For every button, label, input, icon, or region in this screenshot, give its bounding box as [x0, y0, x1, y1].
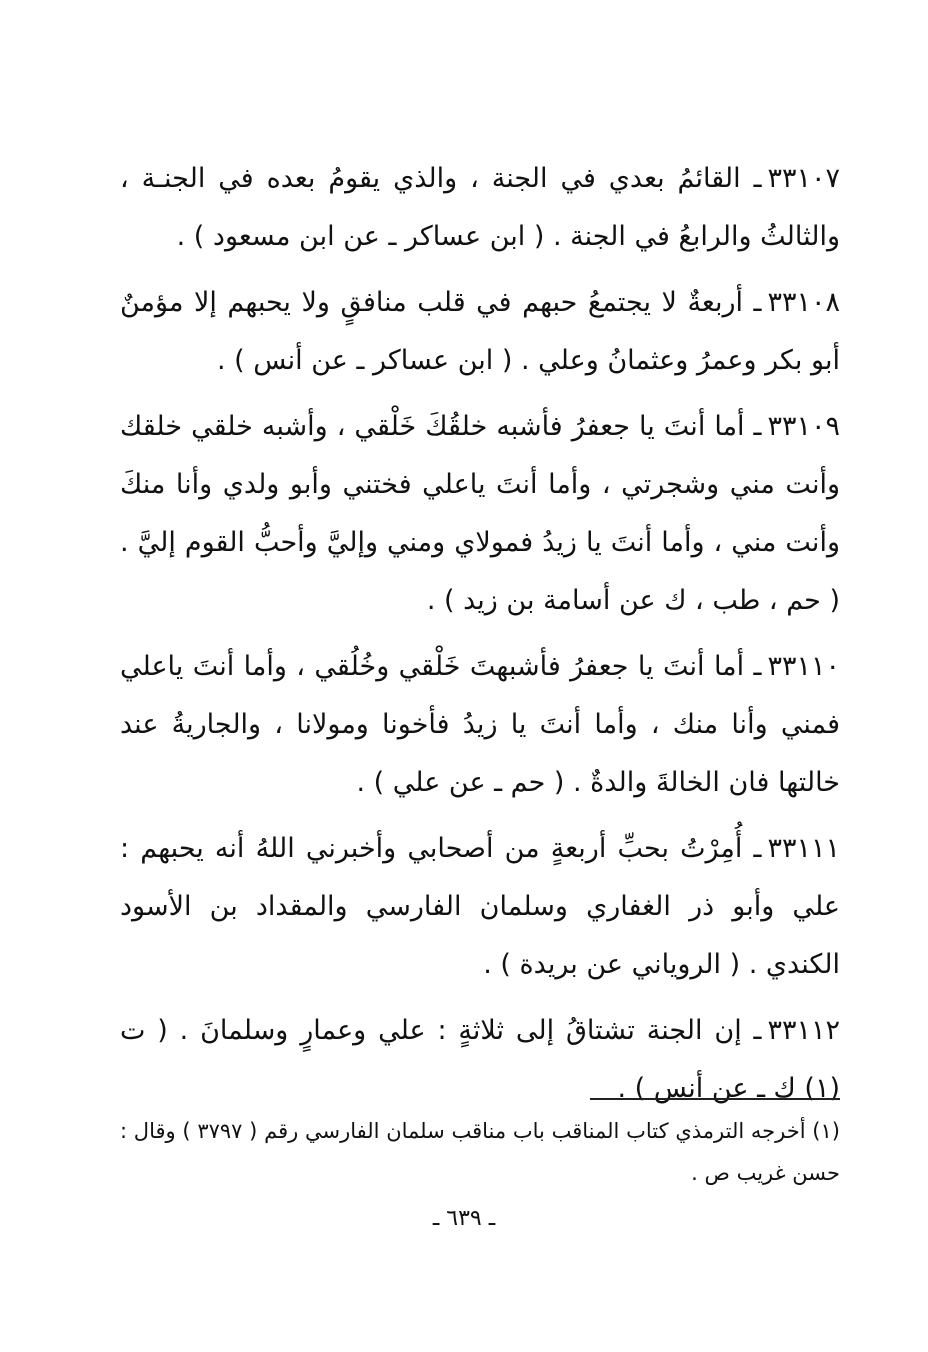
hadith-entry: [120, 150, 840, 266]
hadith-number: ٣٣١١٠: [767, 651, 840, 682]
hadith-number: ٣٣١٠٩: [767, 411, 840, 442]
hadith-entry: [120, 638, 840, 812]
hadith-text: ـ أما أنتَ يا جعفرُ فأشبهتَ خَلْقي وخُلُقي ، وأما أنتَ ياعلي فمني وأنا منك ، وأما أنتَ يا زيدُ فأخونا ومولانا ، والجاريةُ عند خالتها فان الخالةَ والدةٌ . ( حم ـ عن علي ) .: [120, 651, 840, 798]
hadith-text: ـ القائمُ بعدي في الجنة ، والذي يقومُ بعده في الجنـة ، والثالثُ والرابعُ في الجنة . ( ابن عساكر ـ عن ابن مسعود ) .: [120, 163, 840, 252]
hadith-entry: [120, 398, 840, 630]
hadith-number: ٣٣١٠٨: [767, 287, 840, 318]
hadith-text: ـ أربعةٌ لا يجتمعُ حبهم في قلب منافقٍ ولا يحبهم إلا مؤمنٌ أبو بكر وعمرُ وعثمانُ وعلي . ( ابن عساكر ـ عن أنس ) .: [120, 287, 840, 376]
hadith-entry: [120, 1002, 840, 1118]
hadith-number: ٣٣١١٢: [767, 1015, 840, 1046]
hadith-entry: [120, 274, 840, 390]
hadith-number: ٣٣١٠٧: [767, 163, 840, 194]
hadith-text: ـ إن الجنة تشتاقُ إلى ثلاثةٍ : علي وعمارٍ وسلمانَ . ( ت (١) ك ـ عن أنس ) .: [120, 1015, 840, 1104]
hadith-list: [120, 150, 840, 1126]
footnote: (١) أخرجه الترمذي كتاب المناقب باب مناقب سلمان الفارسي رقم ( ٣٧٩٧ ) وقال : حسن غريب ص .: [120, 1119, 840, 1185]
page-number: ـ ٦٣٩ ـ: [432, 1206, 496, 1231]
hadith-text: ـ أما أنتَ يا جعفرُ فأشبه خلقُكَ خَلْقي ، وأشبه خلقي خلقك وأنت مني وشجرتي ، وأما أنتَ ياعلي فختني وأبو ولدي وأنا منكَ وأنت مني ، وأما أنتَ يا زيدُ فمولاي ومني وإليَّ وأحبُّ القوم إليَّ . ( حم ، طب ، ك عن أسامة بن زيد ) .: [120, 411, 840, 616]
hadith-number: ٣٣١١١: [767, 833, 840, 864]
hadith-entry: [120, 820, 840, 994]
hadith-text: ـ أُمِرْتُ بحبِّ أربعةٍ من أصحابي وأخبرني اللهُ أنه يحبهم : علي وأبو ذر الغفاري وسلمان الفارسي والمقداد بن الأسود الكندي . ( الروياني عن بريدة ) .: [120, 833, 840, 980]
footnote-divider: [590, 1098, 840, 1100]
